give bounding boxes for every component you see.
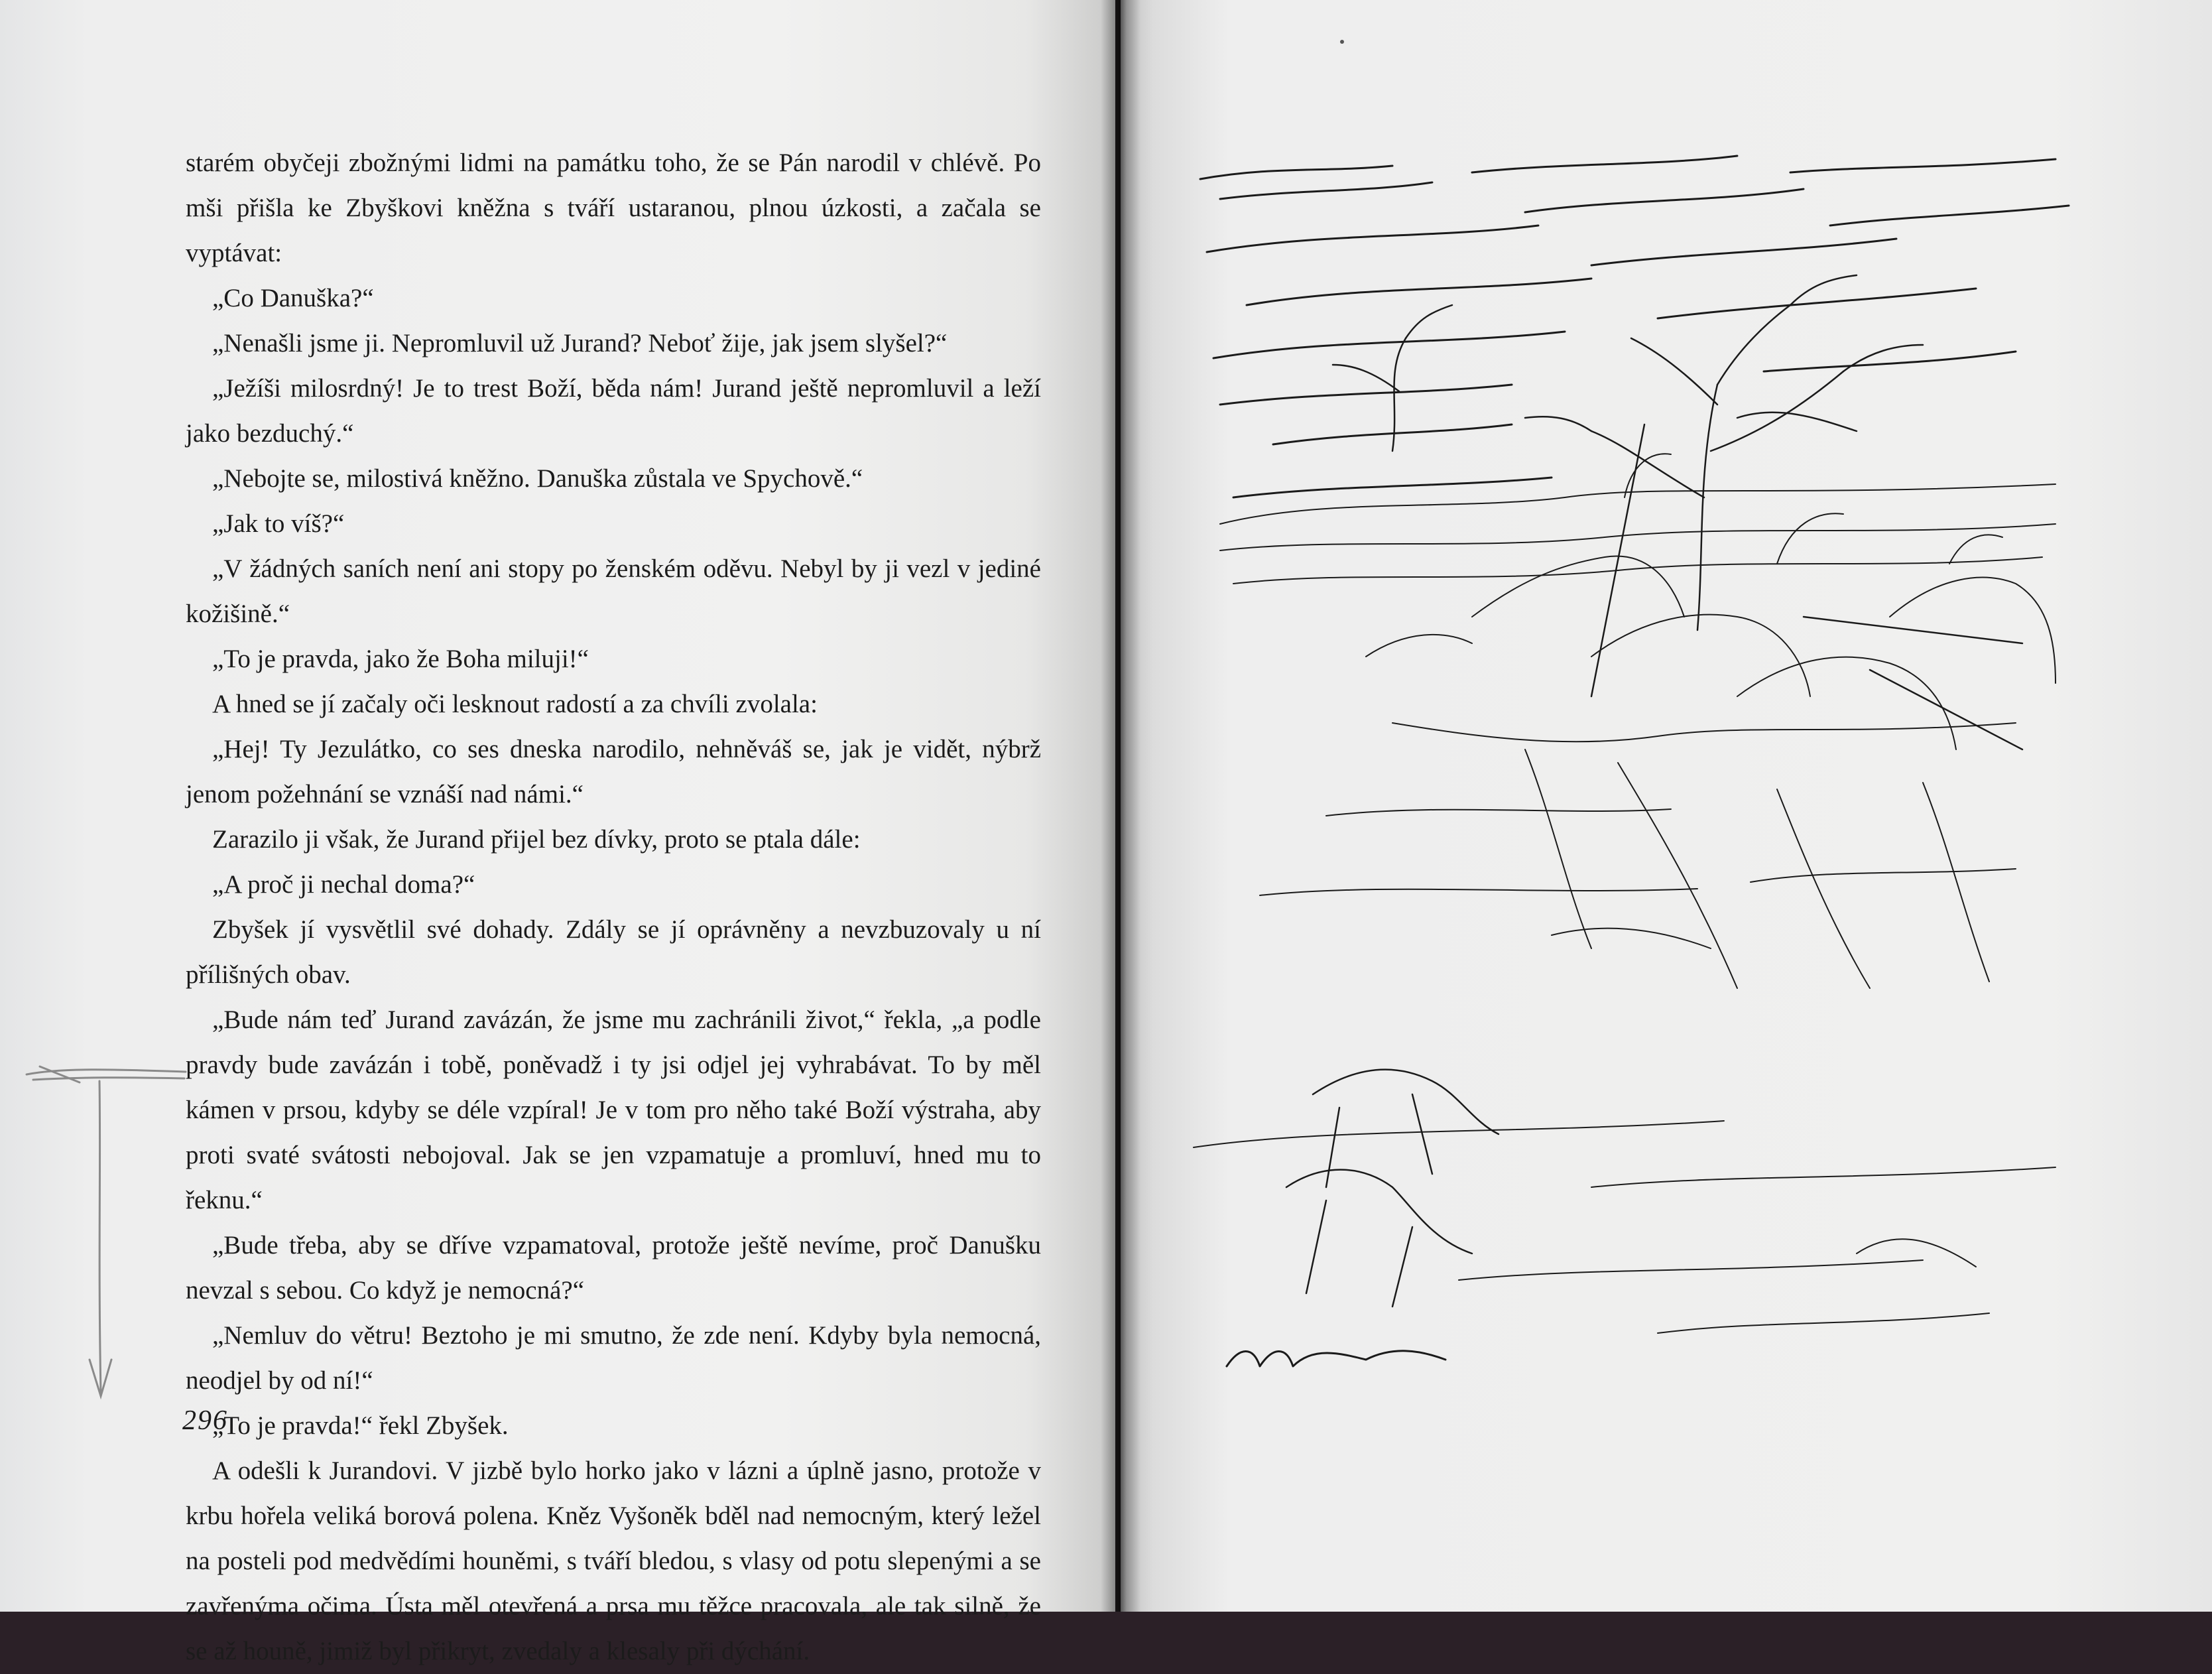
paragraph: „V žádných saních není ani stopy po ženském oděvu. Nebyl by ji vezl v jediné kožišině.“ — [186, 554, 1041, 628]
paragraph: „Bude nám teď Jurand zavázán, že jsme mu zachránili život,“ řekla, „a podle pravdy bude zavázán i tobě, poněvadž i ty jsi odjel jej vyhrabávat. To by měl kámen v prsou, kdyby se déle vzpíral! Je v tom pro něho také Boží výstraha, aby proti svaté svátosti nebojoval. Jak se jen vzpamatuje a promluví, hned mu to řeknu.“ — [186, 1005, 1041, 1214]
paragraph: „Bude třeba, aby se dříve vzpamatoval, protože ještě nevíme, proč Danušku nevzal s sebou. Co když je nemocná?“ — [186, 1231, 1041, 1305]
body-text — [186, 141, 1041, 1674]
artist-signature — [1227, 1351, 1445, 1366]
paragraph: „Nenašli jsme ji. Nepromluvil už Jurand? Neboť žije, jak jsem slyšel?“ — [212, 329, 948, 357]
paragraph: „Nemluv do větru! Beztoho je mi smutno, že zde není. Kdyby byla nemocná, neodjel by od ní!“ — [186, 1321, 1041, 1395]
pencil-margin-mark — [20, 1048, 192, 1419]
paragraph: „To je pravda, jako že Boha miluji!“ — [212, 645, 589, 673]
paragraph: Zarazilo ji však, že Jurand přijel bez dívky, proto se ptala dále: — [212, 825, 861, 854]
hounds — [1286, 1070, 1499, 1307]
riders-and-horses — [1220, 454, 2056, 988]
lances — [1591, 424, 2022, 749]
page-number: 296 — [182, 1405, 228, 1436]
paragraph: „Co Danuška?“ — [212, 284, 374, 312]
paragraph: Zbyšek jí vysvětlil své dohady. Zdály se jí oprávněny a nevzbuzovaly u ní přílišných obav. — [186, 915, 1041, 989]
paragraph: A hned se jí začaly oči lesknout radostí a za chvíli zvolala: — [212, 690, 818, 718]
sky-wind-strokes — [1200, 156, 2069, 497]
paper-speck — [1340, 40, 1344, 44]
paragraph: „Nebojte se, milostivá kněžno. Danuška zůstala ve Spychově.“ — [212, 464, 863, 493]
illustration — [1194, 153, 2095, 1399]
paragraph: „Jak to víš?“ — [212, 509, 345, 538]
paragraph: starém obyčeji zbožnými lidmi na památku toho, že se Pán narodil v chlévě. Po mši přišla ke Zbyškovi kněžna s tváří ustaranou, plnou úzkosti, a začala se vyptávat: — [186, 149, 1041, 267]
paragraph: A odešli k Jurandovi. V jizbě bylo horko jako v lázni a úplně jasno, protože v krbu hořela veliká borová polena. Kněz Vyšoněk bděl nad nemocným, který ležel na posteli pod medvědími houněmi, s tváří bledou, s vlasy od potu slepenými a se zavřenýma očima. Ústa měl otevřená a prsa mu těžce pracovala, ale tak silně, že se až houně, jimiž byl přikryt, zvedaly a klesaly při dýchání. — [186, 1456, 1041, 1665]
paragraph: „To je pravda!“ řekl Zbyšek. — [212, 1411, 509, 1440]
paragraph: „A proč ji nechal doma?“ — [212, 870, 475, 899]
paragraph: „Ježíši milosrdný! Je to trest Boží, běda nám! Jurand ještě nepromluvil a leží jako bezduchý.“ — [186, 374, 1041, 448]
snow-ground — [1194, 1121, 2056, 1333]
paragraph: „Hej! Ty Jezulátko, co ses dneska narodilo, nehněváš se, jak je vidět, nýbrž jenom požehnání se vznáší nad námi.“ — [186, 735, 1041, 808]
